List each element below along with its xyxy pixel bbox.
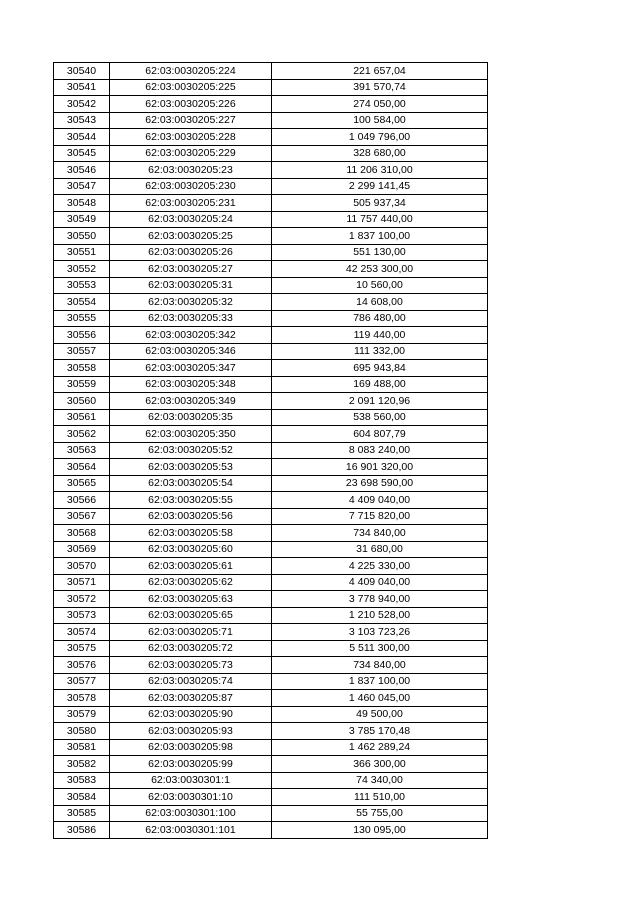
- table-row: [54, 211, 488, 228]
- cadastral-value-cell: 74 340,00: [272, 772, 488, 789]
- table-row: [54, 706, 488, 723]
- cadastral-number-cell: 62:03:0030205:71: [110, 624, 272, 641]
- cadastral-value-cell: 11 206 310,00: [272, 162, 488, 179]
- table-row: [54, 690, 488, 707]
- table-row: [54, 508, 488, 525]
- row-number-cell: 30583: [54, 772, 110, 789]
- cadastral-number-cell: 62:03:0030205:55: [110, 492, 272, 509]
- cadastral-number-cell: 62:03:0030205:25: [110, 228, 272, 245]
- table-row: [54, 558, 488, 575]
- row-number-cell: 30551: [54, 244, 110, 261]
- cadastral-number-cell: 62:03:0030205:229: [110, 145, 272, 162]
- cadastral-value-cell: 4 409 040,00: [272, 492, 488, 509]
- row-number-cell: 30544: [54, 129, 110, 146]
- row-number-cell: 30545: [54, 145, 110, 162]
- cadastral-number-cell: 62:03:0030301:1: [110, 772, 272, 789]
- cadastral-number-cell: 62:03:0030205:35: [110, 409, 272, 426]
- table-row: [54, 79, 488, 96]
- cadastral-value-cell: 734 840,00: [272, 657, 488, 674]
- row-number-cell: 30581: [54, 739, 110, 756]
- cadastral-value-cell: 3 778 940,00: [272, 591, 488, 608]
- table-row: [54, 409, 488, 426]
- cadastral-number-cell: 62:03:0030205:60: [110, 541, 272, 558]
- cadastral-number-cell: 62:03:0030205:98: [110, 739, 272, 756]
- table-row: [54, 459, 488, 476]
- cadastral-value-cell: 734 840,00: [272, 525, 488, 542]
- cadastral-number-cell: 62:03:0030205:32: [110, 294, 272, 311]
- table-row: [54, 772, 488, 789]
- cadastral-number-cell: 62:03:0030205:342: [110, 327, 272, 344]
- table-row: [54, 327, 488, 344]
- table-row: [54, 657, 488, 674]
- cadastral-value-cell: 391 570,74: [272, 79, 488, 96]
- cadastral-value-cell: 55 755,00: [272, 805, 488, 822]
- row-number-cell: 30543: [54, 112, 110, 129]
- row-number-cell: 30546: [54, 162, 110, 179]
- cadastral-value-cell: 3 103 723,26: [272, 624, 488, 641]
- cadastral-value-cell: 31 680,00: [272, 541, 488, 558]
- cadastral-value-cell: 604 807,79: [272, 426, 488, 443]
- cadastral-number-cell: 62:03:0030205:65: [110, 607, 272, 624]
- cadastral-number-cell: 62:03:0030205:53: [110, 459, 272, 476]
- cadastral-value-cell: 42 253 300,00: [272, 261, 488, 278]
- table-row: [54, 129, 488, 146]
- row-number-cell: 30562: [54, 426, 110, 443]
- table-row: [54, 789, 488, 806]
- cadastral-value-cell: 130 095,00: [272, 822, 488, 839]
- row-number-cell: 30564: [54, 459, 110, 476]
- cadastral-number-cell: 62:03:0030205:62: [110, 574, 272, 591]
- table-row: [54, 112, 488, 129]
- cadastral-number-cell: 62:03:0030205:224: [110, 63, 272, 80]
- cadastral-value-cell: 100 584,00: [272, 112, 488, 129]
- cadastral-number-cell: 62:03:0030205:226: [110, 96, 272, 113]
- cadastral-number-cell: 62:03:0030205:90: [110, 706, 272, 723]
- cadastral-number-cell: 62:03:0030205:225: [110, 79, 272, 96]
- table-row: [54, 756, 488, 773]
- cadastral-value-cell: 786 480,00: [272, 310, 488, 327]
- cadastral-value-cell: 1 460 045,00: [272, 690, 488, 707]
- row-number-cell: 30549: [54, 211, 110, 228]
- cadastral-number-cell: 62:03:0030205:350: [110, 426, 272, 443]
- row-number-cell: 30571: [54, 574, 110, 591]
- cadastral-number-cell: 62:03:0030205:33: [110, 310, 272, 327]
- row-number-cell: 30558: [54, 360, 110, 377]
- cadastral-value-cell: 4 225 330,00: [272, 558, 488, 575]
- table-row: [54, 475, 488, 492]
- row-number-cell: 30578: [54, 690, 110, 707]
- cadastral-number-cell: 62:03:0030205:87: [110, 690, 272, 707]
- cadastral-value-cell: 8 083 240,00: [272, 442, 488, 459]
- cadastral-value-cell: 11 757 440,00: [272, 211, 488, 228]
- cadastral-value-cell: 2 091 120,96: [272, 393, 488, 410]
- cadastral-number-cell: 62:03:0030205:73: [110, 657, 272, 674]
- table-row: [54, 277, 488, 294]
- row-number-cell: 30586: [54, 822, 110, 839]
- cadastral-number-cell: 62:03:0030205:347: [110, 360, 272, 377]
- table-row: [54, 574, 488, 591]
- row-number-cell: 30577: [54, 673, 110, 690]
- table-row: [54, 244, 488, 261]
- table-row: [54, 228, 488, 245]
- row-number-cell: 30572: [54, 591, 110, 608]
- cadastral-number-cell: 62:03:0030301:100: [110, 805, 272, 822]
- table-row: [54, 178, 488, 195]
- table-body: [54, 63, 488, 839]
- cadastral-value-cell: 1 462 289,24: [272, 739, 488, 756]
- cadastral-value-cell: 274 050,00: [272, 96, 488, 113]
- row-number-cell: 30561: [54, 409, 110, 426]
- table-row: [54, 393, 488, 410]
- row-number-cell: 30559: [54, 376, 110, 393]
- row-number-cell: 30566: [54, 492, 110, 509]
- row-number-cell: 30556: [54, 327, 110, 344]
- table-row: [54, 624, 488, 641]
- cadastral-number-cell: 62:03:0030205:24: [110, 211, 272, 228]
- cadastral-number-cell: 62:03:0030205:72: [110, 640, 272, 657]
- cadastral-number-cell: 62:03:0030205:23: [110, 162, 272, 179]
- row-number-cell: 30574: [54, 624, 110, 641]
- row-number-cell: 30555: [54, 310, 110, 327]
- cadastral-number-cell: 62:03:0030205:27: [110, 261, 272, 278]
- table-row: [54, 640, 488, 657]
- table-row: [54, 591, 488, 608]
- cadastral-value-cell: 328 680,00: [272, 145, 488, 162]
- table-row: [54, 805, 488, 822]
- cadastral-value-cell: 49 500,00: [272, 706, 488, 723]
- cadastral-value-cell: 1 210 528,00: [272, 607, 488, 624]
- cadastral-number-cell: 62:03:0030205:346: [110, 343, 272, 360]
- table-row: [54, 96, 488, 113]
- cadastral-value-cell: 10 560,00: [272, 277, 488, 294]
- row-number-cell: 30582: [54, 756, 110, 773]
- cadastral-value-cell: 538 560,00: [272, 409, 488, 426]
- table-row: [54, 145, 488, 162]
- row-number-cell: 30548: [54, 195, 110, 212]
- cadastral-value-cell: 695 943,84: [272, 360, 488, 377]
- row-number-cell: 30560: [54, 393, 110, 410]
- cadastral-value-cell: 4 409 040,00: [272, 574, 488, 591]
- table-row: [54, 739, 488, 756]
- table-row: [54, 426, 488, 443]
- table-row: [54, 310, 488, 327]
- cadastral-number-cell: 62:03:0030301:10: [110, 789, 272, 806]
- cadastral-value-cell: 23 698 590,00: [272, 475, 488, 492]
- cadastral-number-cell: 62:03:0030205:227: [110, 112, 272, 129]
- cadastral-value-cell: 551 130,00: [272, 244, 488, 261]
- cadastral-value-cell: 2 299 141,45: [272, 178, 488, 195]
- table-row: [54, 360, 488, 377]
- cadastral-value-cell: 5 511 300,00: [272, 640, 488, 657]
- row-number-cell: 30570: [54, 558, 110, 575]
- row-number-cell: 30552: [54, 261, 110, 278]
- row-number-cell: 30550: [54, 228, 110, 245]
- cadastral-value-cell: 221 657,04: [272, 63, 488, 80]
- row-number-cell: 30541: [54, 79, 110, 96]
- cadastral-value-cell: 14 608,00: [272, 294, 488, 311]
- cadastral-number-cell: 62:03:0030205:26: [110, 244, 272, 261]
- row-number-cell: 30576: [54, 657, 110, 674]
- table-row: [54, 673, 488, 690]
- row-number-cell: 30580: [54, 723, 110, 740]
- cadastral-number-cell: 62:03:0030205:231: [110, 195, 272, 212]
- cadastral-value-cell: 169 488,00: [272, 376, 488, 393]
- cadastral-number-cell: 62:03:0030205:348: [110, 376, 272, 393]
- cadastral-value-cell: 1 049 796,00: [272, 129, 488, 146]
- cadastral-value-table: [53, 62, 488, 839]
- table-row: [54, 195, 488, 212]
- cadastral-value-cell: 111 332,00: [272, 343, 488, 360]
- row-number-cell: 30563: [54, 442, 110, 459]
- row-number-cell: 30547: [54, 178, 110, 195]
- cadastral-number-cell: 62:03:0030205:31: [110, 277, 272, 294]
- row-number-cell: 30579: [54, 706, 110, 723]
- row-number-cell: 30569: [54, 541, 110, 558]
- cadastral-number-cell: 62:03:0030205:63: [110, 591, 272, 608]
- cadastral-number-cell: 62:03:0030301:101: [110, 822, 272, 839]
- cadastral-value-cell: 366 300,00: [272, 756, 488, 773]
- cadastral-value-cell: 16 901 320,00: [272, 459, 488, 476]
- row-number-cell: 30557: [54, 343, 110, 360]
- table-row: [54, 343, 488, 360]
- cadastral-number-cell: 62:03:0030205:54: [110, 475, 272, 492]
- cadastral-number-cell: 62:03:0030205:74: [110, 673, 272, 690]
- table-row: [54, 442, 488, 459]
- table-row: [54, 294, 488, 311]
- table-row: [54, 541, 488, 558]
- cadastral-number-cell: 62:03:0030205:56: [110, 508, 272, 525]
- cadastral-number-cell: 62:03:0030205:228: [110, 129, 272, 146]
- table-row: [54, 525, 488, 542]
- cadastral-number-cell: 62:03:0030205:61: [110, 558, 272, 575]
- row-number-cell: 30553: [54, 277, 110, 294]
- table-row: [54, 822, 488, 839]
- table-row: [54, 376, 488, 393]
- table-row: [54, 723, 488, 740]
- row-number-cell: 30554: [54, 294, 110, 311]
- table-row: [54, 261, 488, 278]
- row-number-cell: 30585: [54, 805, 110, 822]
- cadastral-number-cell: 62:03:0030205:52: [110, 442, 272, 459]
- cadastral-number-cell: 62:03:0030205:58: [110, 525, 272, 542]
- row-number-cell: 30575: [54, 640, 110, 657]
- row-number-cell: 30584: [54, 789, 110, 806]
- cadastral-value-cell: 119 440,00: [272, 327, 488, 344]
- cadastral-value-cell: 505 937,34: [272, 195, 488, 212]
- table-row: [54, 492, 488, 509]
- row-number-cell: 30542: [54, 96, 110, 113]
- row-number-cell: 30567: [54, 508, 110, 525]
- table-row: [54, 607, 488, 624]
- cadastral-number-cell: 62:03:0030205:93: [110, 723, 272, 740]
- cadastral-value-cell: 7 715 820,00: [272, 508, 488, 525]
- cadastral-value-cell: 111 510,00: [272, 789, 488, 806]
- cadastral-value-cell: 1 837 100,00: [272, 673, 488, 690]
- cadastral-value-cell: 3 785 170,48: [272, 723, 488, 740]
- row-number-cell: 30568: [54, 525, 110, 542]
- cadastral-value-cell: 1 837 100,00: [272, 228, 488, 245]
- table-row: [54, 162, 488, 179]
- row-number-cell: 30565: [54, 475, 110, 492]
- cadastral-number-cell: 62:03:0030205:99: [110, 756, 272, 773]
- row-number-cell: 30540: [54, 63, 110, 80]
- cadastral-number-cell: 62:03:0030205:349: [110, 393, 272, 410]
- cadastral-number-cell: 62:03:0030205:230: [110, 178, 272, 195]
- row-number-cell: 30573: [54, 607, 110, 624]
- table-row: [54, 63, 488, 80]
